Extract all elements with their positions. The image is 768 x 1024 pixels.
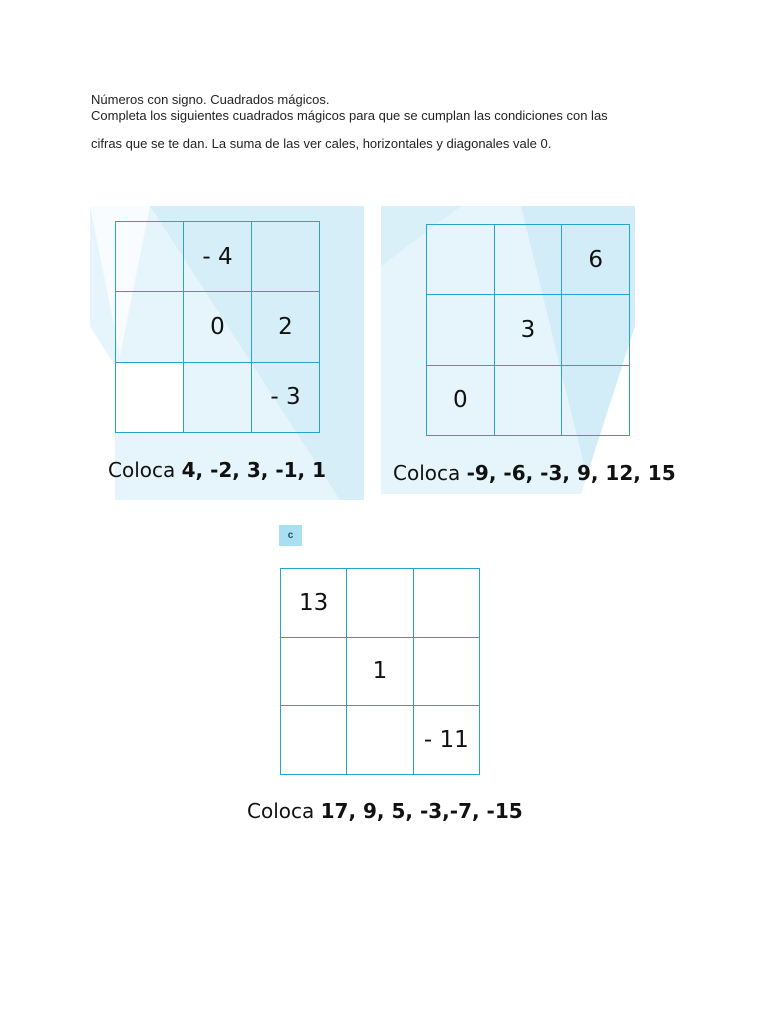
- cell-b-2-0[interactable]: 0: [427, 365, 495, 435]
- cell-b-2-2[interactable]: [562, 365, 630, 435]
- magic-square-c: [280, 568, 480, 775]
- cell-a-1-1[interactable]: 0: [184, 292, 252, 362]
- cell-a-2-1[interactable]: [184, 362, 252, 432]
- cell-a-2-2[interactable]: - 3: [252, 362, 320, 432]
- intro-title: Números con signo. Cuadrados mágicos.: [91, 92, 330, 107]
- intro-instructions-line2: cifras que se te dan. La suma de las ver cales, horizontales y diagonales vale 0.: [91, 136, 552, 151]
- caption-c-numbers: 17, 9, 5, -3,-7, -15: [320, 799, 523, 823]
- cell-c-1-2[interactable]: [413, 637, 479, 706]
- cell-b-0-2[interactable]: 6: [562, 225, 630, 295]
- cell-a-0-2[interactable]: [252, 222, 320, 292]
- cell-b-2-1[interactable]: [494, 365, 562, 435]
- caption-c-prefix: Coloca: [247, 799, 315, 823]
- cell-c-2-0[interactable]: [281, 706, 347, 775]
- cell-c-2-1[interactable]: [347, 706, 413, 775]
- magic-square-a: [115, 221, 320, 433]
- cell-b-1-0[interactable]: [427, 295, 495, 365]
- cell-b-1-2[interactable]: [562, 295, 630, 365]
- cell-b-0-1[interactable]: [494, 225, 562, 295]
- caption-a-prefix: Coloca: [108, 458, 176, 482]
- cell-a-1-0[interactable]: [116, 292, 184, 362]
- cell-c-1-1[interactable]: 1: [347, 637, 413, 706]
- cell-a-0-1[interactable]: - 4: [184, 222, 252, 292]
- intro-text: [91, 92, 691, 152]
- caption-c: [247, 799, 523, 823]
- magic-square-b: [426, 224, 630, 436]
- cell-a-2-0[interactable]: [116, 362, 184, 432]
- caption-b-numbers: -9, -6, -3, 9, 12, 15: [466, 461, 676, 485]
- square-c-label: c: [279, 525, 302, 546]
- caption-a-numbers: 4, -2, 3, -1, 1: [181, 458, 327, 482]
- cell-c-0-2[interactable]: [413, 569, 479, 638]
- cell-c-0-1[interactable]: [347, 569, 413, 638]
- cell-a-0-0[interactable]: [116, 222, 184, 292]
- cell-c-1-0[interactable]: [281, 637, 347, 706]
- caption-b-prefix: Coloca: [393, 461, 461, 485]
- cell-b-0-0[interactable]: [427, 225, 495, 295]
- cell-c-0-0[interactable]: 13: [281, 569, 347, 638]
- caption-b: [393, 461, 676, 485]
- cell-b-1-1[interactable]: 3: [494, 295, 562, 365]
- caption-a: [108, 458, 326, 482]
- cell-c-2-2[interactable]: - 11: [413, 706, 479, 775]
- intro-instructions-line1: Completa los siguientes cuadrados mágicos para que se cumplan las condiciones con las: [91, 108, 608, 123]
- cell-a-1-2[interactable]: 2: [252, 292, 320, 362]
